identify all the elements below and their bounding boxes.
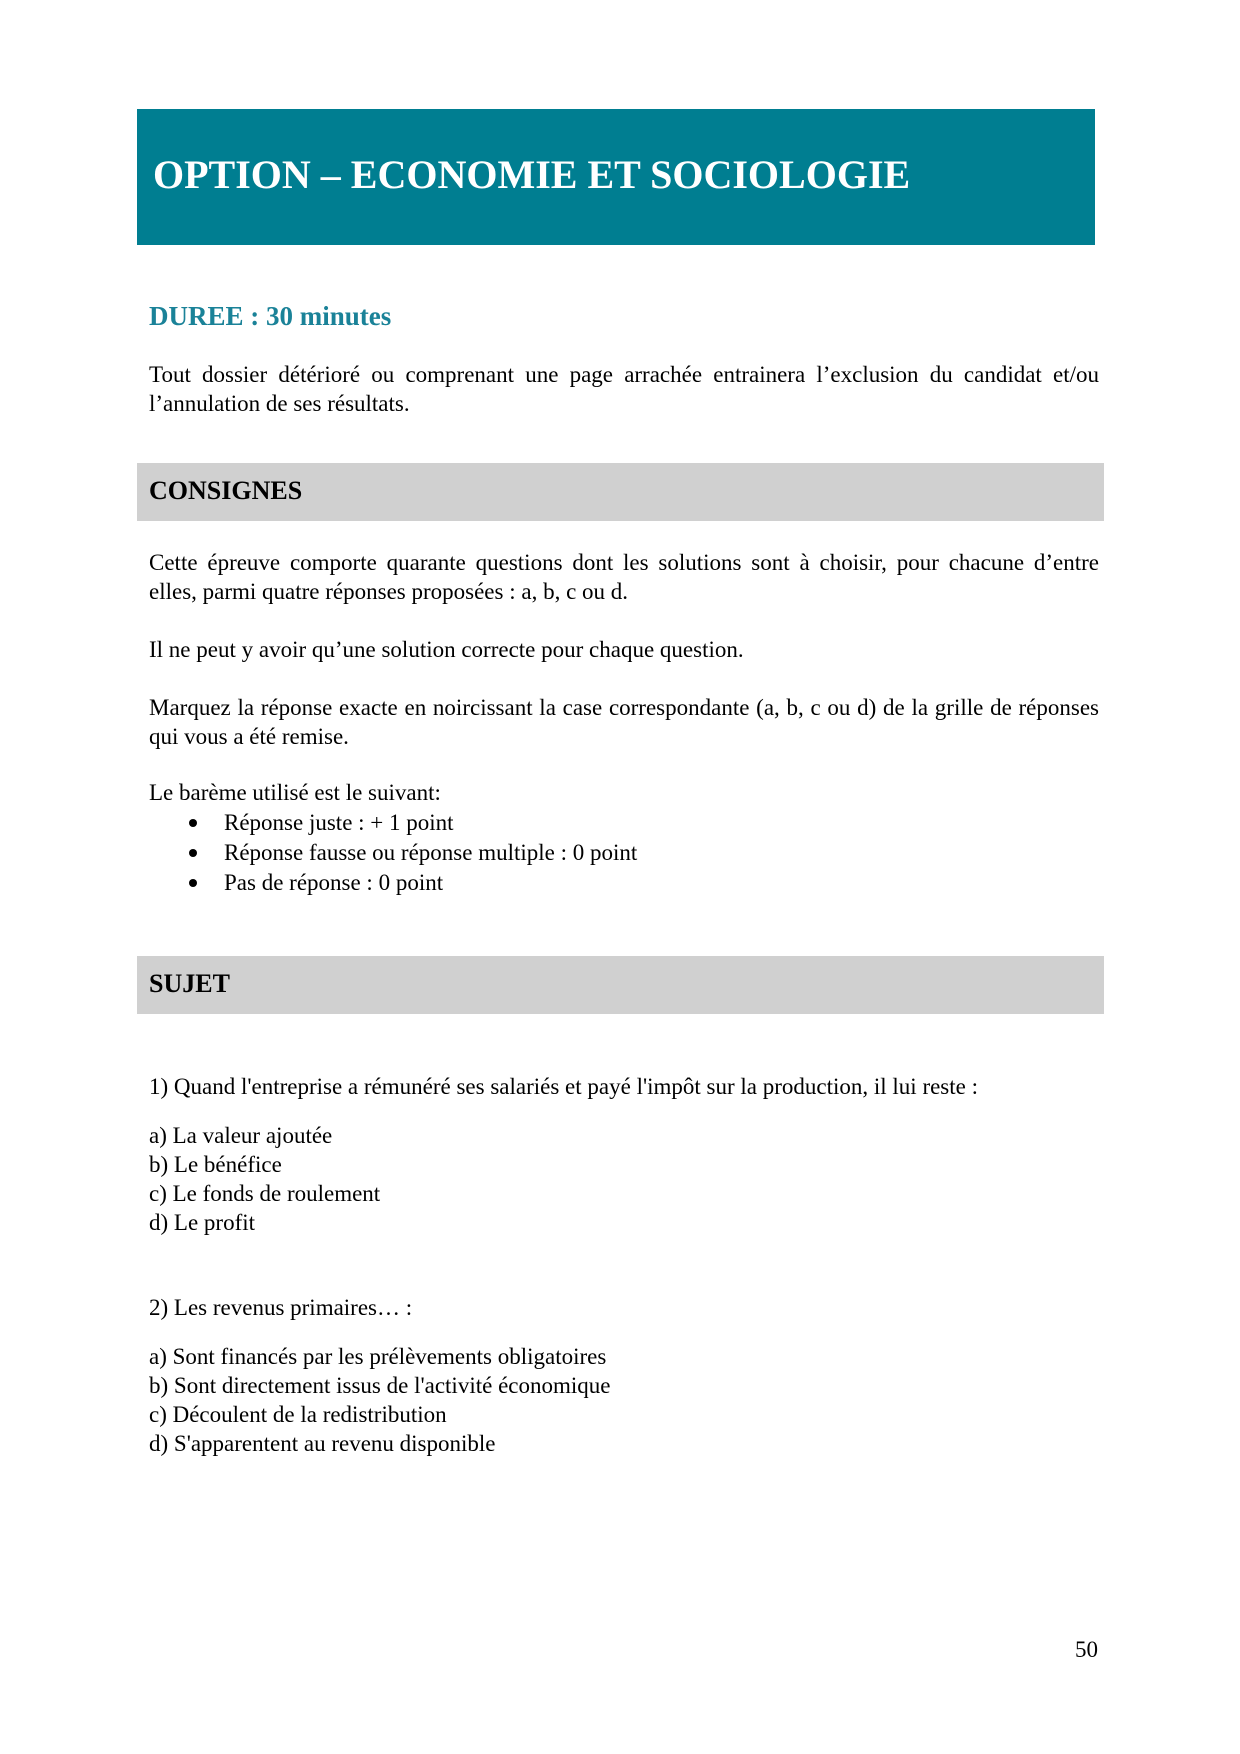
consignes-section-header bbox=[137, 463, 1104, 521]
answer-option: c) Découlent de la redistribution bbox=[149, 1402, 447, 1427]
bullet-icon bbox=[189, 849, 197, 857]
scoring-intro: Le barème utilisé est le suivant: bbox=[149, 780, 441, 805]
scoring-item bbox=[149, 838, 637, 868]
answer-option: b) Le bénéfice bbox=[149, 1152, 282, 1177]
question-text: 1) Quand l'entreprise a rémunéré ses salariés et payé l'impôt sur la production, il lui reste : bbox=[149, 1074, 978, 1099]
scoring-item bbox=[149, 868, 637, 898]
question-text: 2) Les revenus primaires… : bbox=[149, 1295, 413, 1320]
bullet-icon bbox=[189, 819, 197, 827]
bullet-icon bbox=[189, 879, 197, 887]
answer-options bbox=[149, 1121, 380, 1237]
answer-options bbox=[149, 1342, 610, 1458]
answer-option: c) Le fonds de roulement bbox=[149, 1181, 381, 1206]
answer-option: d) Le profit bbox=[149, 1210, 256, 1235]
exam-duration: DUREE : 30 minutes bbox=[149, 301, 392, 331]
answer-option: d) S'apparentent au revenu disponible bbox=[149, 1431, 496, 1456]
instructions-paragraph: Marquez la réponse exacte en noircissant la case correspondante (a, b, c ou d) de la grille de réponses qui vous a été remise. bbox=[149, 695, 1099, 749]
answer-option: b) Sont directement issus de l'activité économique bbox=[149, 1373, 611, 1398]
title-banner bbox=[137, 109, 1095, 245]
scoring-item-text: Réponse juste : + 1 point bbox=[224, 810, 454, 835]
scoring-item bbox=[149, 808, 637, 838]
consignes-heading: CONSIGNES bbox=[149, 476, 303, 505]
instructions-paragraph: Il ne peut y avoir qu’une solution correcte pour chaque question. bbox=[149, 637, 744, 662]
answer-option: a) La valeur ajoutée bbox=[149, 1123, 333, 1148]
answer-option: a) Sont financés par les prélèvements obligatoires bbox=[149, 1344, 607, 1369]
scoring-item-text: Réponse fausse ou réponse multiple : 0 point bbox=[224, 840, 638, 865]
scoring-item-text: Pas de réponse : 0 point bbox=[224, 870, 444, 895]
page-number: 50 bbox=[1075, 1637, 1098, 1662]
page-title: OPTION – ECONOMIE ET SOCIOLOGIE bbox=[153, 152, 911, 197]
scoring-list bbox=[149, 808, 637, 898]
sujet-section-header bbox=[137, 956, 1104, 1014]
instructions-paragraph: Cette épreuve comporte quarante questions dont les solutions sont à choisir, pour chacune d’entre elles, parmi quatre réponses proposées : a, b, c ou d. bbox=[149, 550, 1099, 604]
sujet-heading: SUJET bbox=[149, 969, 230, 998]
exclusion-warning: Tout dossier détérioré ou comprenant une page arrachée entrainera l’exclusion du candidat et/ou l’annulation de ses résultats. bbox=[149, 362, 1099, 416]
